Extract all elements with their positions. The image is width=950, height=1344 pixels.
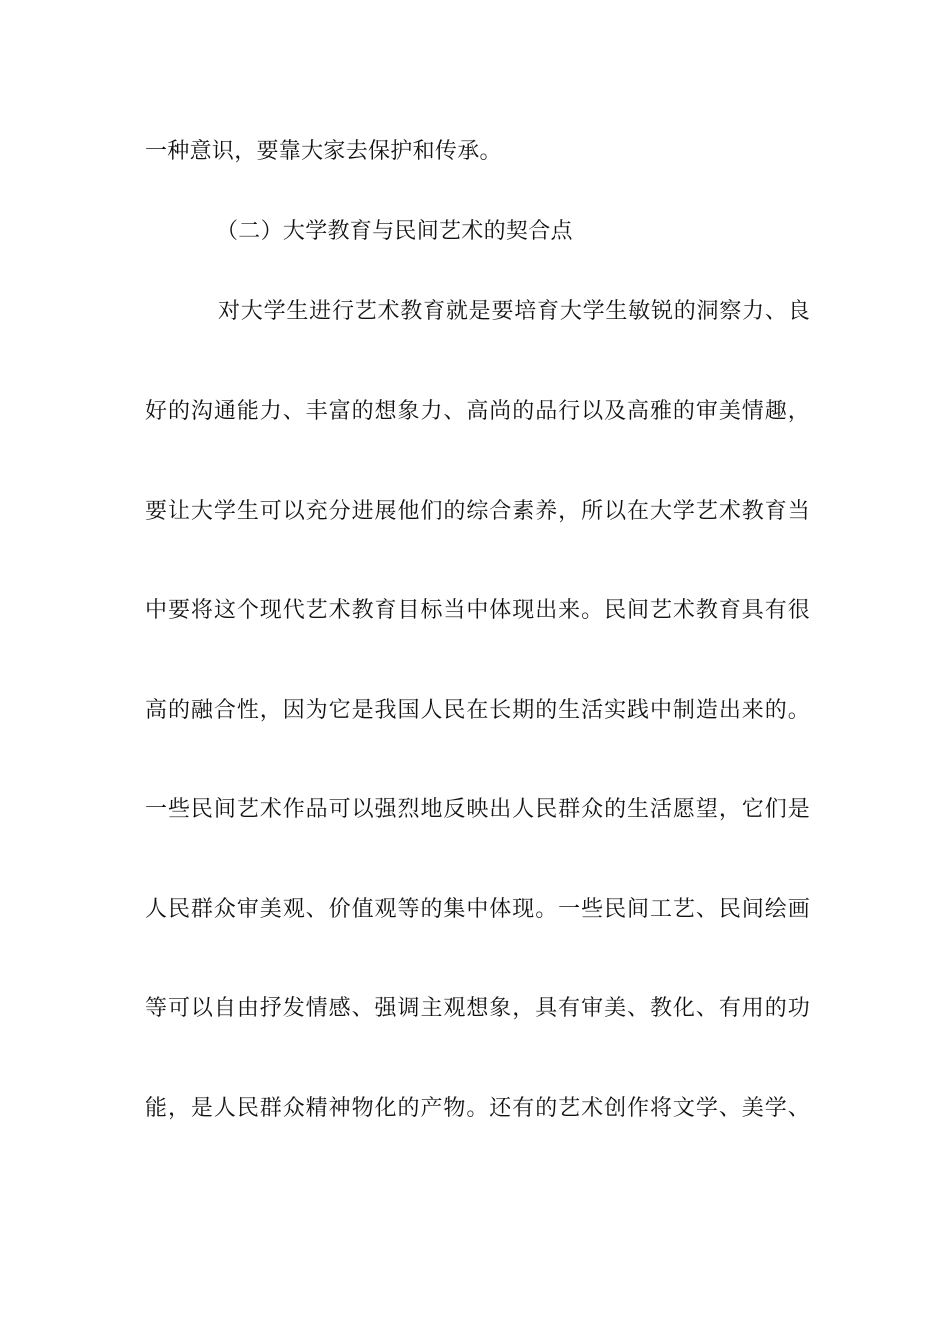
paragraph-line: 一些民间艺术作品可以强烈地反映出人民群众的生活愿望，它们是 (145, 797, 810, 822)
paragraph-line: 等可以自由抒发情感、强调主观想象，具有审美、教化、有用的功 (145, 996, 810, 1021)
paragraph-line: 好的沟通能力、丰富的想象力、高尚的品行以及高雅的审美情趣， (145, 399, 810, 424)
paragraph-line: 人民群众审美观、价值观等的集中体现。一些民间工艺、民间绘画 (145, 897, 810, 922)
section-heading: （二）大学教育与民间艺术的契合点 (216, 219, 573, 244)
paragraph-line: 对大学生进行艺术教育就是要培育大学生敏锐的洞察力、良 (218, 299, 810, 324)
paragraph-line: 能，是人民群众精神物化的产物。还有的艺术创作将文学、美学、 (145, 1096, 810, 1121)
paragraph-line: 中要将这个现代艺术教育目标当中体现出来。民间艺术教育具有很 (145, 598, 810, 623)
paragraph-line-continuation: 一种意识，要靠大家去保护和传承。 (145, 139, 502, 164)
paragraph-line: 高的融合性，因为它是我国人民在长期的生活实践中制造出来的。 (145, 698, 810, 723)
paragraph-line: 要让大学生可以充分进展他们的综合素养，所以在大学艺术教育当 (145, 499, 810, 524)
